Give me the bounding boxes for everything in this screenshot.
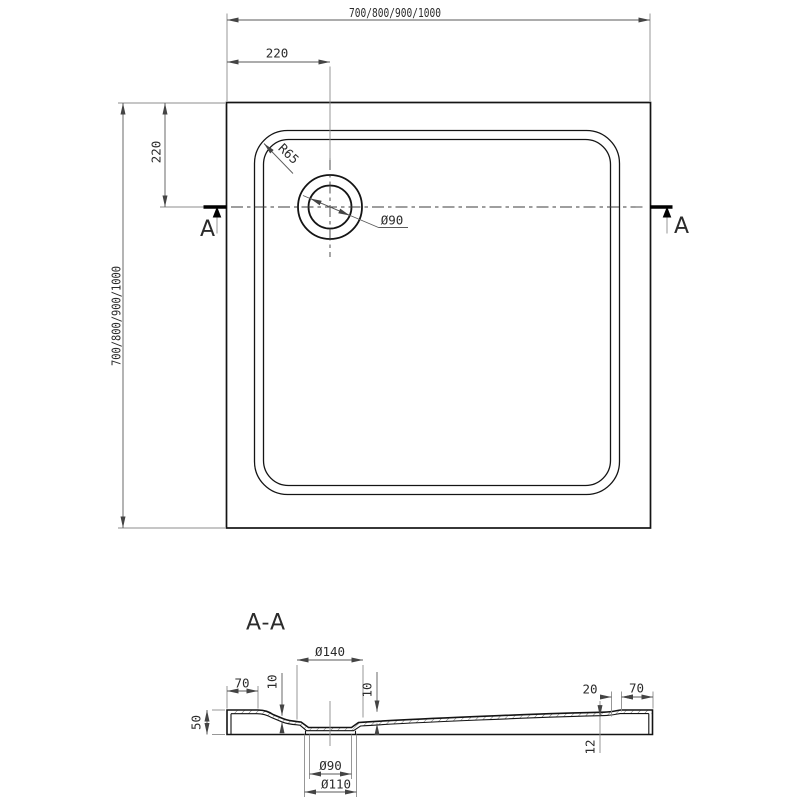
top-view <box>109 5 691 528</box>
dim-step-width: 20 <box>582 681 598 697</box>
tray-outline-top-view <box>227 103 651 529</box>
section-letter-right: A <box>673 214 691 239</box>
section-cut-markers <box>204 207 673 234</box>
dim-drop-right: 10 <box>359 682 375 698</box>
dim-rim-left: 70 <box>234 675 250 691</box>
section-view <box>189 611 654 798</box>
dim-overall-width: 700/800/900/1000 <box>349 5 441 20</box>
dim-drop-left: 10 <box>264 674 280 690</box>
dim-corner-radius: R65 <box>275 140 303 167</box>
tray-rim-inner-edge <box>255 131 620 495</box>
dim-rim-right: 70 <box>628 680 645 696</box>
dim-drain-offset-x: 220 <box>265 45 289 61</box>
tray-outer-square <box>227 103 651 529</box>
labels-section <box>189 644 645 792</box>
dim-drain-diameter: Ø90 <box>380 212 404 228</box>
extension-lines-top-view <box>118 14 650 529</box>
dim-drain-hole: Ø90 <box>319 758 342 773</box>
centerlines <box>231 158 646 257</box>
dim-recess-diameter: Ø140 <box>314 644 346 659</box>
labels-top-view <box>109 5 691 366</box>
section-letter-left: A <box>199 217 217 242</box>
section-profile <box>227 710 653 735</box>
dim-right-depth: 12 <box>582 739 598 755</box>
dim-overall-height: 700/800/900/1000 <box>108 245 124 366</box>
dim-drain-boss: Ø110 <box>320 776 352 792</box>
dim-drain-offset-y: 220 <box>148 140 164 164</box>
dimension-lines-top-view <box>123 20 650 528</box>
section-title: A-A <box>245 610 287 636</box>
dim-tray-height: 50 <box>188 714 204 731</box>
